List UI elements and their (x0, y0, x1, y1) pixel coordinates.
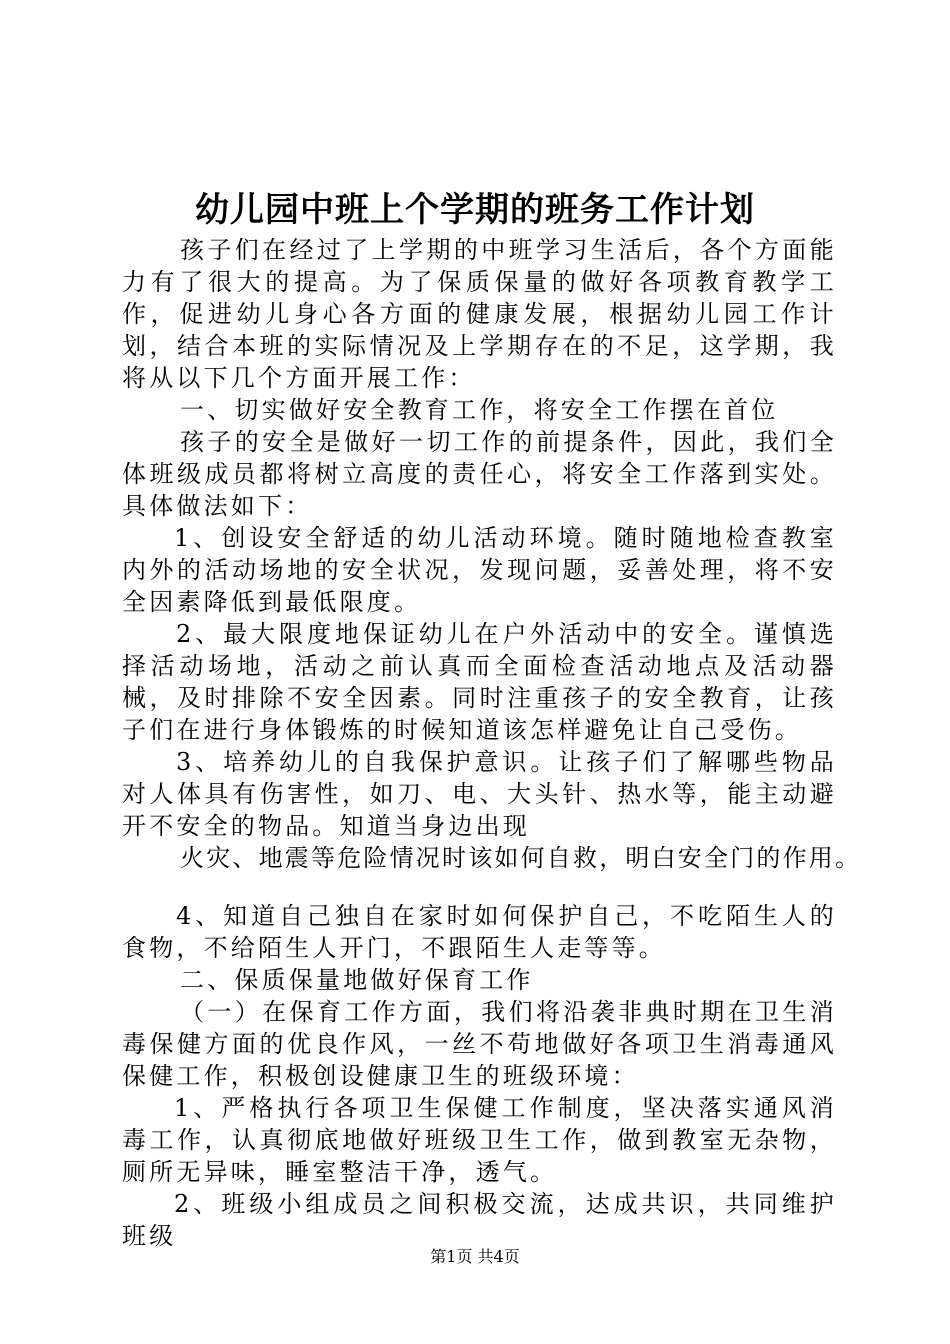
paragraph-care-item-2: 2、班级小组成员之间积极交流，达成共识，共同维护班级 (122, 1190, 837, 1250)
document-body (122, 234, 862, 1252)
intro-paragraph: 孩子们在经过了上学期的中班学习生活后，各个方面能力有了很大的提高。为了保质保量的做好各项教育教学工作，促进幼儿身心各方面的健康发展，根据幼儿园工作计划，结合本班的实际情况及上学期存在的不足，这学期，我将从以下几个方面开展工作： (122, 236, 837, 392)
page-footer: 第1页 共4页 (430, 1247, 520, 1266)
section-heading-1: 一、切实做好安全教育工作，将安全工作摆在首位 (180, 396, 779, 424)
document-title: 幼儿园中班上个学期的班务工作计划 (195, 190, 755, 230)
paragraph-item-1: 1、创设安全舒适的幼儿活动环境。随时随地检查教室内外的活动场地的安全状况，发现问题，妥善处理，将不安全因素降低到最低限度。 (122, 524, 837, 616)
paragraph-care-intro: （一）在保育工作方面，我们将沿袭非典时期在卫生消毒保健方面的优良作风，一丝不苟地做好各项卫生消毒通风保健工作，积极创设健康卫生的班级环境： (122, 998, 837, 1090)
paragraph-item-3: 3、培养幼儿的自我保护意识。让孩子们了解哪些物品对人体具有伤害性，如刀、电、大头针、热水等，能主动避开不安全的物品。知道当身边出现 (122, 748, 837, 840)
paragraph-gap (122, 874, 837, 900)
paragraph-item-2: 2、最大限度地保证幼儿在户外活动中的安全。谨慎选择活动场地，活动之前认真而全面检查活动地点及活动器械，及时排除不安全因素。同时注重孩子的安全教育，让孩子们在进行身体锻炼的时候知道该怎样避免让自己受伤。 (122, 620, 837, 744)
paragraph-item-3-continued: 火灾、地震等危险情况时该如何自救，明白安全门的作用。 (180, 844, 862, 872)
section-heading-2: 二、保质保量地做好保育工作 (180, 966, 534, 994)
paragraph-care-item-1: 1、严格执行各项卫生保健工作制度，坚决落实通风消毒工作，认真彻底地做好班级卫生工作，做到教室无杂物，厕所无异味，睡室整洁干净，透气。 (122, 1094, 837, 1186)
paragraph-item-4: 4、知道自己独自在家时如何保护自己，不吃陌生人的食物，不给陌生人开门，不跟陌生人走等等。 (122, 902, 837, 962)
paragraph-safety-intro: 孩子的安全是做好一切工作的前提条件，因此，我们全体班级成员都将树立高度的责任心，将安全工作落到实处。具体做法如下： (122, 428, 837, 520)
